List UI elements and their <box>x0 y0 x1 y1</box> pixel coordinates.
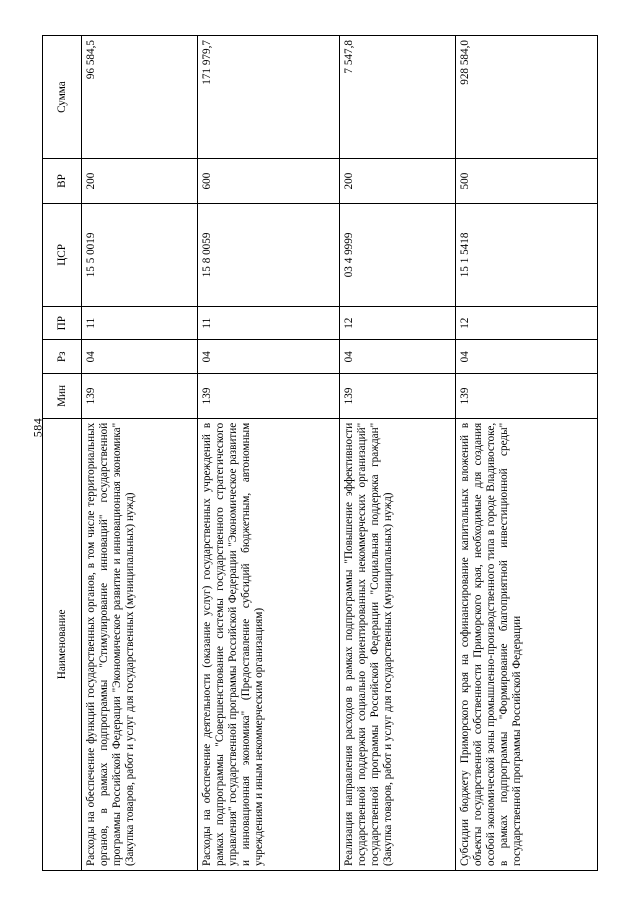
rotated-table-container <box>42 35 598 871</box>
column-header-vr: ВР <box>43 158 82 203</box>
cell-sum: 928 584,0 <box>456 35 598 158</box>
column-header-sum: Сумма <box>43 35 82 158</box>
budget-table <box>42 35 598 871</box>
table-row <box>339 35 455 870</box>
cell-rz: 04 <box>339 339 455 373</box>
column-header-csr: ЦСР <box>43 203 82 306</box>
page-number: 584 <box>30 417 45 438</box>
column-header-rz: Рз <box>43 339 82 373</box>
cell-sum: 171 979,7 <box>198 35 340 158</box>
cell-csr: 03 4 9999 <box>339 203 455 306</box>
cell-sum: 7 547,8 <box>339 35 455 158</box>
cell-min: 139 <box>82 373 198 418</box>
cell-vr: 600 <box>198 158 340 203</box>
cell-name: Расходы на обеспечение функций государственных органов, в том числе территориальных органов, в рамках подпрограммы "Стимулирование инноваций" государственной программы Российской Федерации "Экономическое развитие и инновационная экономика" (Закупка товаров, работ и услуг для государственных (муниципальных) нужд) <box>82 418 198 870</box>
cell-rz: 04 <box>456 339 598 373</box>
cell-vr: 200 <box>339 158 455 203</box>
table-header-row <box>43 35 82 870</box>
cell-rz: 04 <box>198 339 340 373</box>
cell-csr: 15 5 0019 <box>82 203 198 306</box>
cell-sum: 96 584,5 <box>82 35 198 158</box>
cell-pr: 12 <box>456 306 598 340</box>
cell-name: Субсидии бюджету Приморского края на софинансирование капитальных вложений в объекты государственной собственности Приморского края, необходимые для создания особой экономической зоны промышленно-производственного типа в городе Владивостоке, в рамках подпрограммы "Формирование благоприятной инвестиционной среды" государственной программы Российской Федерации <box>456 418 598 870</box>
cell-min: 139 <box>339 373 455 418</box>
column-header-min: Мин <box>43 373 82 418</box>
cell-csr: 15 1 5418 <box>456 203 598 306</box>
table-row <box>456 35 598 870</box>
cell-vr: 500 <box>456 158 598 203</box>
column-header-name: Наименование <box>43 418 82 870</box>
cell-min: 139 <box>456 373 598 418</box>
column-header-pr: ПР <box>43 306 82 340</box>
cell-min: 139 <box>198 373 340 418</box>
cell-rz: 04 <box>82 339 198 373</box>
cell-csr: 15 8 0059 <box>198 203 340 306</box>
cell-pr: 11 <box>198 306 340 340</box>
table-row <box>198 35 340 870</box>
cell-vr: 200 <box>82 158 198 203</box>
cell-name: Расходы на обеспечение деятельности (оказание услуг) государственных учреждений в рамках подпрограммы "Совершенствование системы государственного стратегического управления" государственной программы Российской Федерации "Экономическое развитие и инновационная экономика" (Предоставление субсидий бюджетным, автономным учреждениям и иным некоммерческим организациям) <box>198 418 340 870</box>
cell-name: Реализация направления расходов в рамках подпрограммы "Повышение эффективности государственной поддержки социально ориентированных некоммерческих организаций" государственной программы Российской Федерации "Социальная поддержка граждан" (Закупка товаров, работ и услуг для государственных (муниципальных) нужд) <box>339 418 455 870</box>
table-row <box>82 35 198 870</box>
cell-pr: 11 <box>82 306 198 340</box>
cell-pr: 12 <box>339 306 455 340</box>
